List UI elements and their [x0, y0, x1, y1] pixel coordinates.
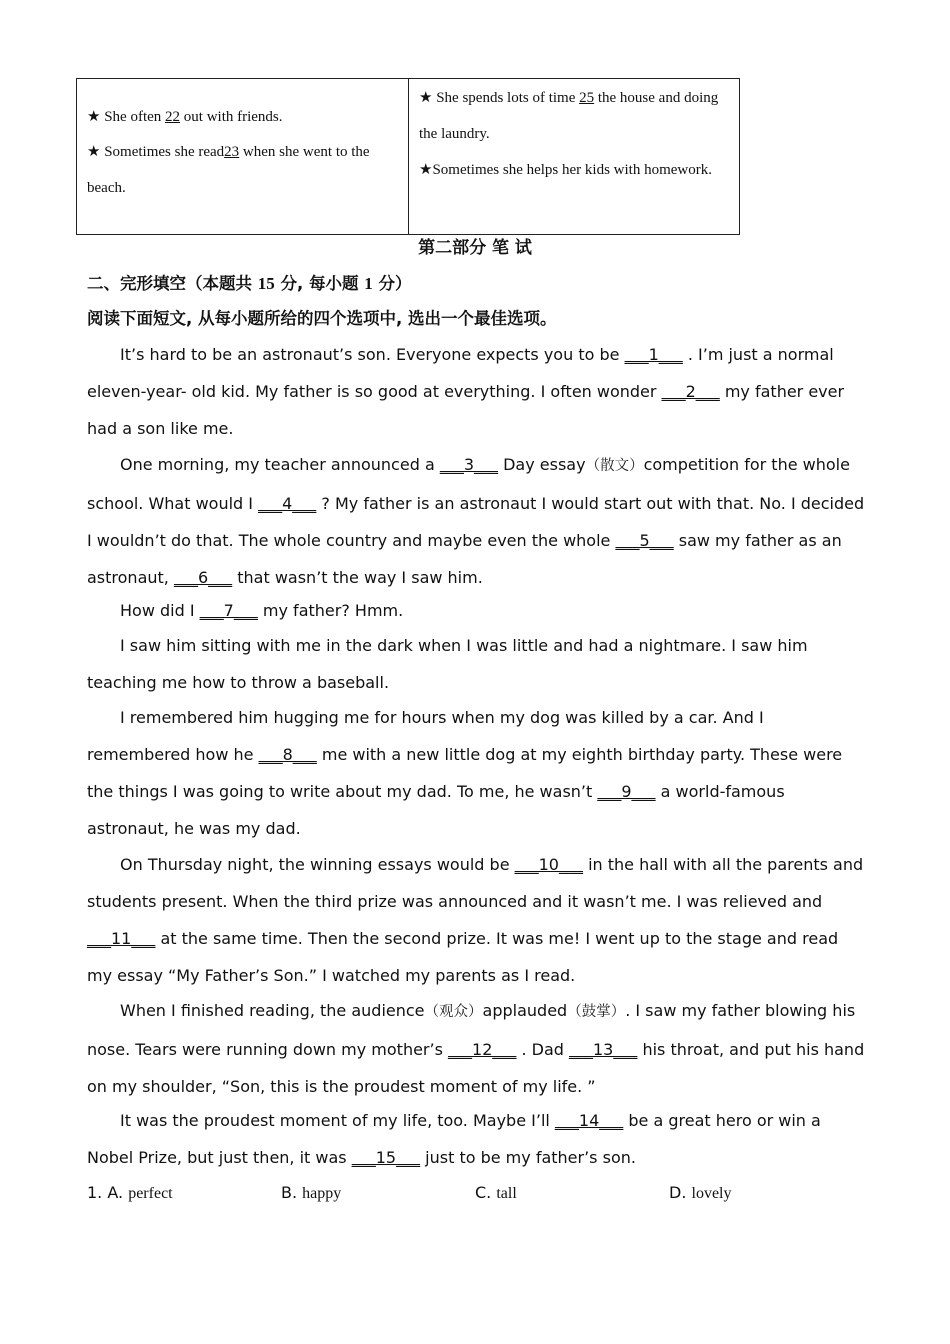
option-a[interactable]: 1. A. perfect: [87, 1183, 173, 1202]
passage-paragraph-3: How did I ___7___ my father? Hmm.: [120, 601, 404, 620]
passage-paragraph-8: It was the proudest moment of my life, too. Maybe I’ll ___14___ be a great hero or win a Nobel Prize, but just then, it was ___15___ just to be my father’s son.: [87, 1111, 821, 1167]
passage-paragraph-5: I remembered him hugging me for hours when my dog was killed by a car. And I remembered how he ___8___ me with a new little dog at my eighth birthday party. These were the things I was going to write about my dad. To me, he wasn’t ___9___ a world-famous astronaut, he was my dad.: [87, 708, 843, 838]
option-d[interactable]: D. lovely: [669, 1183, 732, 1202]
section-heading: 二、完形填空（本题共 15 分, 每小题 1 分）: [87, 274, 412, 293]
section-instruction: 阅读下面短文, 从每小题所给的四个选项中, 选出一个最佳选项。: [87, 309, 557, 328]
info-table: [76, 78, 740, 235]
question-1-options: [87, 1180, 867, 1206]
table-cell-right: [409, 79, 739, 234]
table-line: ★ She often 22 out with friends.: [87, 109, 283, 125]
passage-paragraph-4: I saw him sitting with me in the dark when I was little and had a nightmare. I saw him teaching me how to throw a baseball.: [87, 636, 808, 692]
part-title: 第二部分 笔 试: [418, 238, 532, 258]
passage-paragraph-7: When I finished reading, the audience（观众）applauded（鼓掌）. I saw my father blowing his nose. Tears were running down my mother’s ___12___ . Dad ___13___ his throat, and put his hand on my shoulder, “Son, this is the proudest moment of my life. ”: [87, 1001, 865, 1096]
table-line: ★ Sometimes she read23 when she went to the beach.: [87, 144, 370, 196]
passage-paragraph-6: On Thursday night, the winning essays would be ___10___ in the hall with all the parents and students present. When the third prize was announced and it wasn’t me. I was relieved and ___11___ at the same time. Then the second prize. It was me! I went up to the stage and read my essay “My Father’s Son.” I watched my parents as I read.: [87, 855, 864, 985]
passage-paragraph-2: One morning, my teacher announced a ___3___ Day essay（散文）competition for the whole school. What would I ___4___ ? My father is an astronaut I would start out with that. No. I decided I wouldn’t do that. The whole country and maybe even the whole ___5___ saw my father as an astronaut, ___6___ that wasn’t the way I saw him.: [87, 455, 865, 587]
table-line: ★Sometimes she helps her kids with homework.: [419, 162, 712, 178]
option-b[interactable]: B. happy: [281, 1183, 342, 1202]
table-line: ★ She spends lots of time 25 the house and doing the laundry.: [419, 90, 719, 142]
table-cell-left: [77, 79, 409, 234]
passage-paragraph-1: It’s hard to be an astronaut’s son. Everyone expects you to be ___1___ . I’m just a normal eleven-year- old kid. My father is so good at everything. I often wonder ___2___ my father ever had a son like me.: [87, 345, 845, 438]
option-c[interactable]: C. tall: [475, 1183, 517, 1202]
